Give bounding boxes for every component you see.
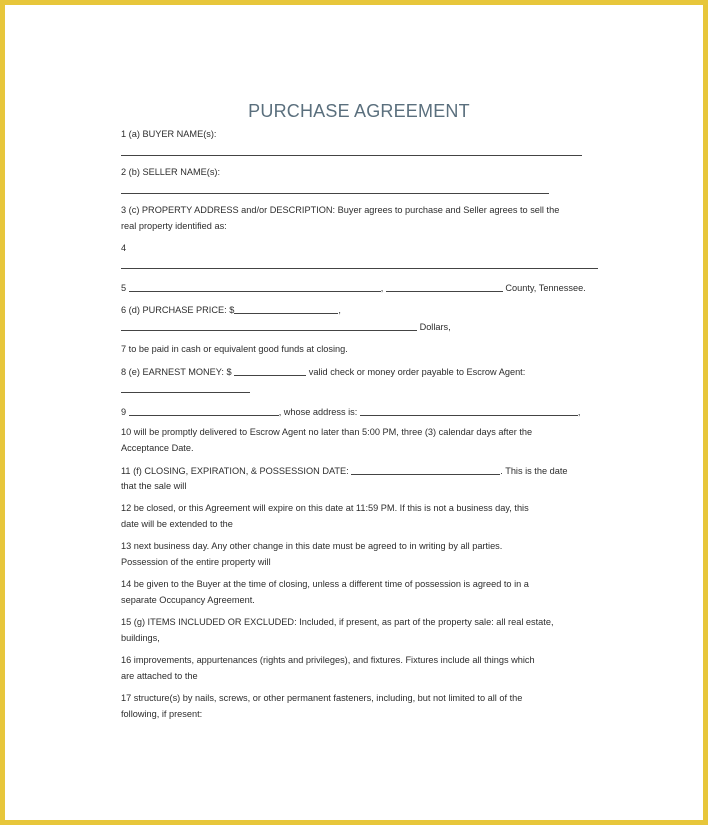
line-14-text-cont: separate Occupancy Agreement. bbox=[121, 595, 255, 605]
purchase-price-words-blank[interactable] bbox=[121, 321, 417, 331]
line-number-5: 5 bbox=[121, 283, 127, 293]
purchase-price-label: 6 (d) PURCHASE PRICE: $ bbox=[121, 305, 235, 315]
line-12-text-cont: date will be extended to the bbox=[121, 519, 233, 529]
line-number-9: 9 bbox=[121, 407, 127, 417]
line-10-text-cont: Acceptance Date. bbox=[121, 443, 194, 453]
earnest-money-blank[interactable] bbox=[234, 366, 306, 376]
county-tennessee-text: County, Tennessee. bbox=[505, 283, 586, 293]
purchase-price-line bbox=[121, 304, 341, 316]
line-16-text-cont: are attached to the bbox=[121, 671, 198, 681]
property-address-label: 3 (c) PROPERTY ADDRESS and/or DESCRIPTION: Buyer agrees to purchase and Seller agrees to sell the bbox=[121, 205, 560, 215]
earnest-money-line bbox=[121, 366, 525, 378]
escrow-agent-text: valid check or money order payable to Escrow Agent: bbox=[308, 367, 526, 377]
seller-name-blank[interactable] bbox=[121, 193, 549, 194]
closing-date-tail: . This is the date bbox=[500, 466, 568, 476]
line-13-text: 13 next business day. Any other change in this date must be agreed to in writing by all parties. bbox=[121, 541, 503, 551]
comma: , bbox=[380, 283, 384, 293]
purchase-price-words-line bbox=[121, 321, 451, 333]
line-11-text-cont: that the sale will bbox=[121, 481, 187, 491]
closing-date-blank[interactable] bbox=[351, 465, 500, 475]
buyer-name-label: 1 (a) BUYER NAME(s): bbox=[121, 129, 217, 139]
dollars-text: Dollars, bbox=[419, 322, 451, 332]
county-blank[interactable] bbox=[386, 282, 503, 292]
line-14-text: 14 be given to the Buyer at the time of closing, unless a different time of possession is agreed to in a bbox=[121, 579, 529, 589]
escrow-address-line bbox=[121, 406, 580, 418]
line-number-4: 4 bbox=[121, 243, 127, 253]
closing-date-label: 11 (f) CLOSING, EXPIRATION, & POSSESSION DATE: bbox=[121, 466, 349, 476]
escrow-agent-blank[interactable] bbox=[121, 392, 250, 393]
earnest-money-label: 8 (e) EARNEST MONEY: $ bbox=[121, 367, 232, 377]
escrow-agent-name-blank[interactable] bbox=[129, 406, 279, 416]
line-12-text: 12 be closed, or this Agreement will expire on this date at 11:59 PM. If this is not a business day, this bbox=[121, 503, 529, 513]
property-address-label-cont: real property identified as: bbox=[121, 221, 227, 231]
address-label: , whose address is: bbox=[278, 407, 358, 417]
closing-date-line bbox=[121, 465, 568, 477]
line-17-text: 17 structure(s) by nails, screws, or other permanent fasteners, including, but not limited to all of the bbox=[121, 693, 523, 703]
county-line bbox=[121, 282, 586, 294]
seller-name-label: 2 (b) SELLER NAME(s): bbox=[121, 167, 221, 177]
comma: , bbox=[338, 305, 341, 315]
line-13-text-cont: Possession of the entire property will bbox=[121, 557, 271, 567]
line-15-text-cont: buildings, bbox=[121, 633, 160, 643]
line-10-text: 10 will be promptly delivered to Escrow Agent no later than 5:00 PM, three (3) calendar days after the bbox=[121, 427, 533, 437]
line-17-text-cont: following, if present: bbox=[121, 709, 203, 719]
line-16-text: 16 improvements, appurtenances (rights and privileges), and fixtures. Fixtures include all things which bbox=[121, 655, 535, 665]
page-title: PURCHASE AGREEMENT bbox=[248, 101, 470, 121]
payment-terms-text: 7 to be paid in cash or equivalent good funds at closing. bbox=[121, 344, 348, 354]
escrow-address-blank[interactable] bbox=[360, 406, 578, 416]
comma: , bbox=[577, 407, 581, 417]
property-address-blank[interactable] bbox=[129, 282, 381, 292]
buyer-name-blank[interactable] bbox=[121, 155, 582, 156]
property-description-blank[interactable] bbox=[121, 268, 598, 269]
items-included-label: 15 (g) ITEMS INCLUDED OR EXCLUDED: Included, if present, as part of the property sale: all real estate, bbox=[121, 617, 554, 627]
purchase-price-blank[interactable] bbox=[234, 304, 338, 314]
